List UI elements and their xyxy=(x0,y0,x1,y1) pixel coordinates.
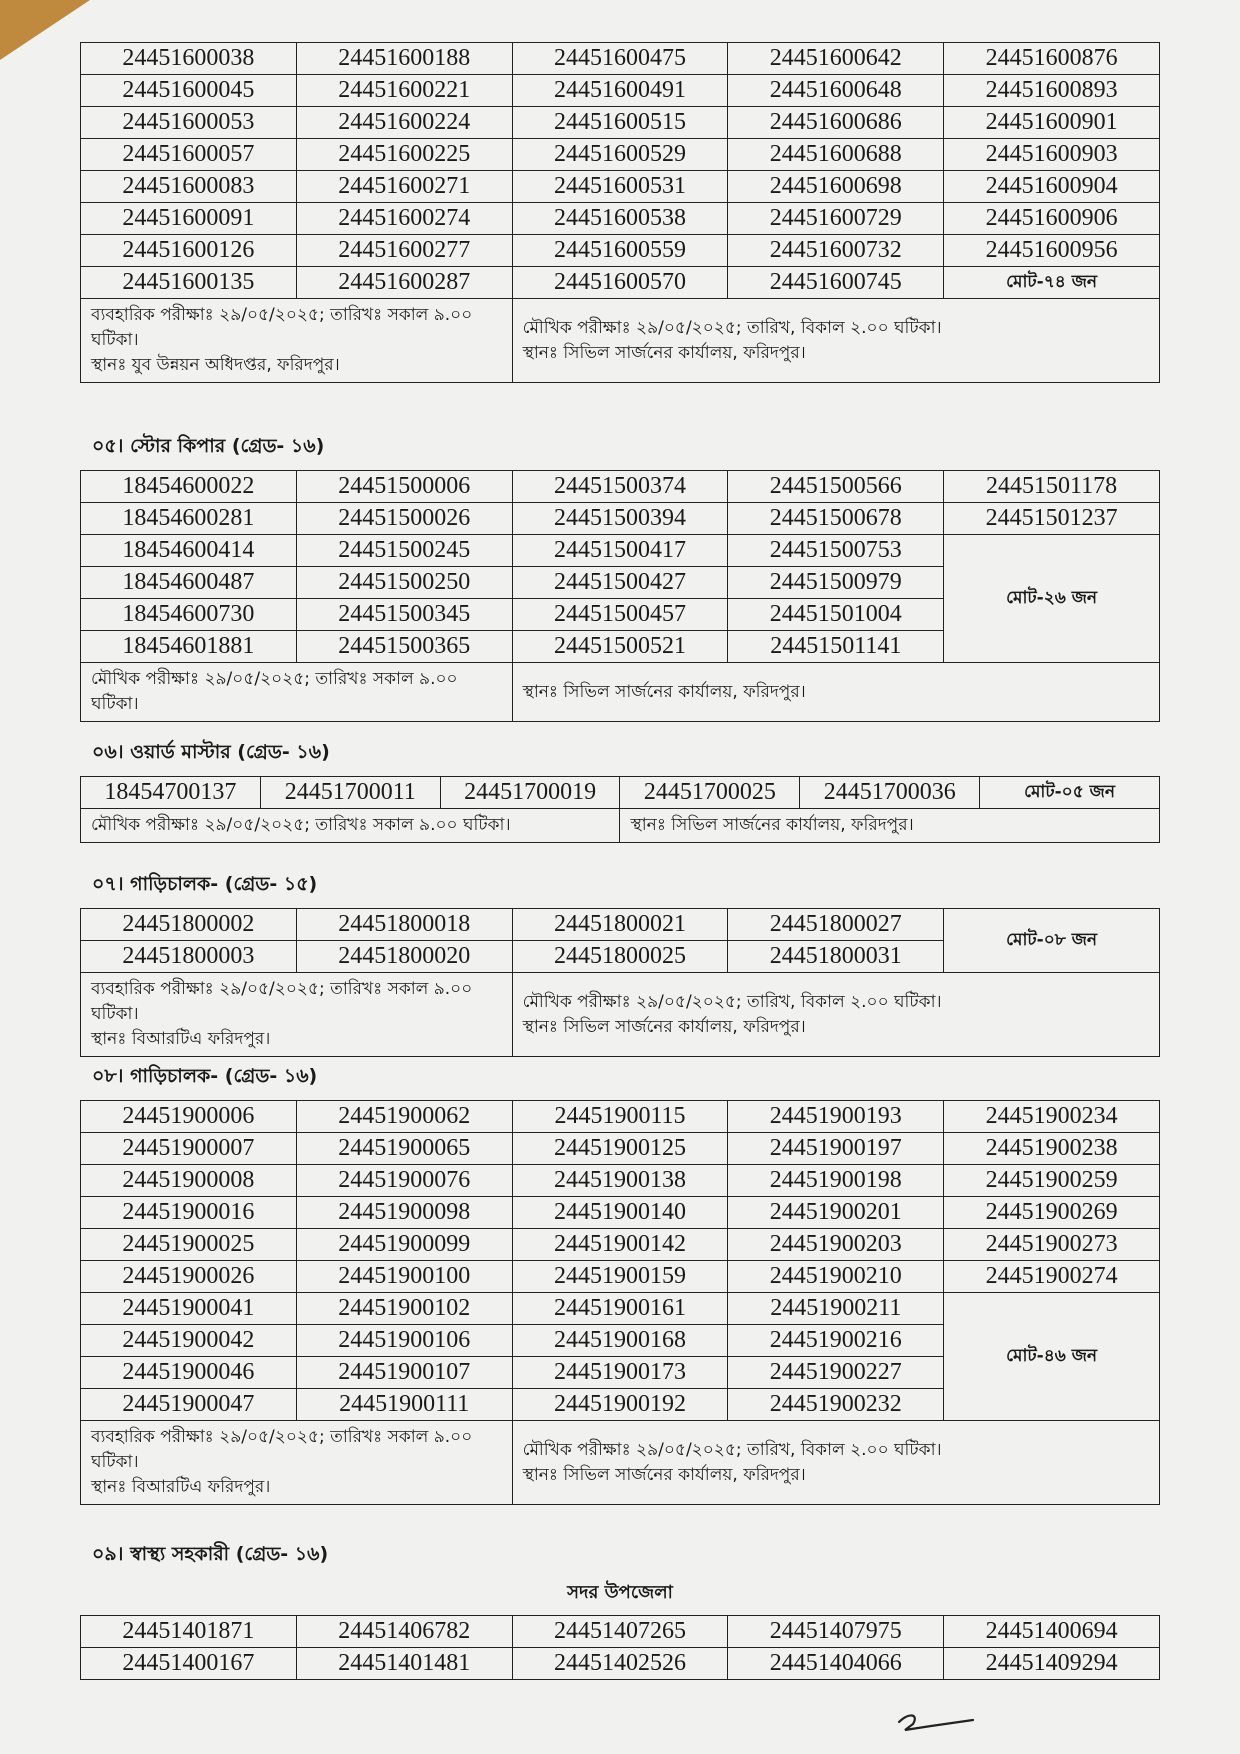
roll-number-cell: 18454600414 xyxy=(81,535,297,567)
roll-number-cell: 24451600475 xyxy=(512,43,728,75)
roll-number-cell: 24451900042 xyxy=(81,1325,297,1357)
roll-number-cell: 24451800020 xyxy=(296,941,512,973)
roll-number-cell: 24451900159 xyxy=(512,1261,728,1293)
roll-number-cell: 24451600277 xyxy=(296,235,512,267)
roll-number-cell: 24451700019 xyxy=(440,777,620,809)
roll-number-cell: 24451900234 xyxy=(944,1101,1160,1133)
exam-info-row xyxy=(81,1421,1160,1505)
roll-number-cell: 24451400694 xyxy=(944,1616,1160,1648)
roll-number-cell: 24451600876 xyxy=(944,43,1160,75)
table-row xyxy=(81,1133,1160,1165)
roll-number-cell: 24451407265 xyxy=(512,1616,728,1648)
roll-number-cell: 24451600225 xyxy=(296,139,512,171)
exam-info-right: মৌখিক পরীক্ষাঃ ২৯/০৫/২০২৫; তারিখ, বিকাল ২.০০ ঘটিকা। স্থানঃ সিভিল সার্জনের কার্যালয়, ফরিদপুর। xyxy=(512,1421,1159,1505)
roll-number-cell: 24451900203 xyxy=(728,1229,944,1261)
exam-info-row xyxy=(81,663,1160,722)
roll-table xyxy=(80,908,1160,1057)
roll-number-cell: 24451900115 xyxy=(512,1101,728,1133)
roll-number-cell: 24451600221 xyxy=(296,75,512,107)
roll-number-cell: 24451900274 xyxy=(944,1261,1160,1293)
section-title: ০৭। গাড়িচালক- (গ্রেড- ১৫) xyxy=(92,873,318,895)
roll-number-cell: 24451600956 xyxy=(944,235,1160,267)
roll-number-cell: 24451600686 xyxy=(728,107,944,139)
roll-number-cell: 24451900102 xyxy=(296,1293,512,1325)
roll-number-cell: 24451900210 xyxy=(728,1261,944,1293)
roll-table xyxy=(80,1615,1160,1680)
roll-table xyxy=(80,1100,1160,1505)
roll-number-cell: 24451900098 xyxy=(296,1197,512,1229)
roll-number-cell: 24451900107 xyxy=(296,1357,512,1389)
roll-number-cell: 24451600732 xyxy=(728,235,944,267)
roll-number-cell: 24451600188 xyxy=(296,43,512,75)
roll-number-cell: 24451900238 xyxy=(944,1133,1160,1165)
exam-info-right: স্থানঃ সিভিল সার্জনের কার্যালয়, ফরিদপুর। xyxy=(620,809,1160,843)
roll-number-cell: 24451501004 xyxy=(728,599,944,631)
roll-number-cell: 24451700036 xyxy=(800,777,980,809)
section-title: ০৬। ওয়ার্ড মাস্টার (গ্রেড- ১৬) xyxy=(92,741,330,763)
exam-info-right: মৌখিক পরীক্ষাঃ ২৯/০৫/২০২৫; তারিখ, বিকাল ২.০০ ঘটিকা। স্থানঃ সিভিল সার্জনের কার্যালয়, ফরিদপুর। xyxy=(512,973,1159,1057)
roll-number-cell: 24451800002 xyxy=(81,909,297,941)
roll-number-cell: 24451500427 xyxy=(512,567,728,599)
roll-number-cell: 24451600906 xyxy=(944,203,1160,235)
exam-info-row xyxy=(81,973,1160,1057)
page-number-mark xyxy=(895,1708,975,1732)
roll-number-cell: 24451406782 xyxy=(296,1616,512,1648)
roll-number-cell: 24451500394 xyxy=(512,503,728,535)
roll-number-cell: 24451900197 xyxy=(728,1133,944,1165)
section-09 xyxy=(80,1540,1160,1680)
roll-number-cell: 24451800021 xyxy=(512,909,728,941)
roll-number-cell: 24451900006 xyxy=(81,1101,297,1133)
roll-number-cell: 18454600730 xyxy=(81,599,297,631)
exam-info-right: মৌখিক পরীক্ষাঃ ২৯/০৫/২০২৫; তারিখ, বিকাল ২.০০ ঘটিকা। স্থানঃ সিভিল সার্জনের কার্যালয়, ফরিদপুর। xyxy=(512,299,1159,383)
roll-number-cell: 24451402526 xyxy=(512,1648,728,1680)
exam-info-row xyxy=(81,809,1160,843)
roll-number-cell: 24451900259 xyxy=(944,1165,1160,1197)
total-count: মোট-০৮ জন xyxy=(944,909,1160,973)
table-row xyxy=(81,139,1160,171)
roll-number-cell: 24451600642 xyxy=(728,43,944,75)
roll-number-cell: 24451500026 xyxy=(296,503,512,535)
roll-number-cell: 24451600559 xyxy=(512,235,728,267)
roll-number-cell: 24451600271 xyxy=(296,171,512,203)
roll-number-cell: 24451500250 xyxy=(296,567,512,599)
section-title: ০৯। স্বাস্থ্য সহকারী (গ্রেড- ১৬) xyxy=(92,1543,329,1565)
table-row xyxy=(81,1616,1160,1648)
total-count: মোট-৪৬ জন xyxy=(944,1293,1160,1421)
roll-number-cell: 24451500521 xyxy=(512,631,728,663)
roll-number-cell: 24451600045 xyxy=(81,75,297,107)
roll-number-cell: 18454700137 xyxy=(81,777,261,809)
roll-number-cell: 24451900193 xyxy=(728,1101,944,1133)
roll-number-cell: 24451600091 xyxy=(81,203,297,235)
roll-table xyxy=(80,776,1160,843)
section-06 xyxy=(80,738,1160,843)
roll-number-cell: 24451600529 xyxy=(512,139,728,171)
roll-number-cell: 24451600648 xyxy=(728,75,944,107)
section-04 xyxy=(80,42,1160,383)
roll-number-cell: 24451900047 xyxy=(81,1389,297,1421)
roll-number-cell: 24451900100 xyxy=(296,1261,512,1293)
roll-number-cell: 24451400167 xyxy=(81,1648,297,1680)
roll-number-cell: 24451404066 xyxy=(728,1648,944,1680)
roll-number-cell: 24451900065 xyxy=(296,1133,512,1165)
roll-number-cell: 24451600057 xyxy=(81,139,297,171)
roll-number-cell: 24451600491 xyxy=(512,75,728,107)
exam-info-left: ব্যবহারিক পরীক্ষাঃ ২৯/০৫/২০২৫; তারিখঃ সকাল ৯.০০ ঘটিকা। স্থানঃ যুব উন্নয়ন অধিদপ্তর, ফরিদপুর। xyxy=(81,299,513,383)
roll-number-cell: 24451600903 xyxy=(944,139,1160,171)
roll-number-cell: 24451600126 xyxy=(81,235,297,267)
section-07 xyxy=(80,870,1160,1057)
roll-number-cell: 24451900168 xyxy=(512,1325,728,1357)
table-row xyxy=(81,75,1160,107)
roll-number-cell: 24451900025 xyxy=(81,1229,297,1261)
section-title: ০৫। স্টোর কিপার (গ্রেড- ১৬) xyxy=(92,435,325,457)
roll-number-cell: 24451500006 xyxy=(296,471,512,503)
roll-number-cell: 24451600745 xyxy=(728,267,944,299)
roll-number-cell: 24451501237 xyxy=(944,503,1160,535)
exam-info-left: মৌখিক পরীক্ষাঃ ২৯/০৫/২০২৫; তারিখঃ সকাল ৯.০০ ঘটিকা। xyxy=(81,663,513,722)
roll-number-cell: 24451600515 xyxy=(512,107,728,139)
roll-number-cell: 24451900007 xyxy=(81,1133,297,1165)
roll-number-cell: 24451900273 xyxy=(944,1229,1160,1261)
roll-number-cell: 24451409294 xyxy=(944,1648,1160,1680)
roll-number-cell: 24451700011 xyxy=(260,777,440,809)
table-row xyxy=(81,1197,1160,1229)
roll-number-cell: 24451800018 xyxy=(296,909,512,941)
exam-info-left: মৌখিক পরীক্ষাঃ ২৯/০৫/২০২৫; তারিখঃ সকাল ৯.০০ ঘটিকা। xyxy=(81,809,620,843)
roll-number-cell: 24451500365 xyxy=(296,631,512,663)
roll-number-cell: 24451900232 xyxy=(728,1389,944,1421)
roll-number-cell: 24451900173 xyxy=(512,1357,728,1389)
roll-number-cell: 24451600893 xyxy=(944,75,1160,107)
roll-number-cell: 24451600135 xyxy=(81,267,297,299)
roll-number-cell: 24451600083 xyxy=(81,171,297,203)
roll-number-cell: 24451500245 xyxy=(296,535,512,567)
roll-number-cell: 24451900062 xyxy=(296,1101,512,1133)
roll-number-cell: 24451600901 xyxy=(944,107,1160,139)
roll-number-cell: 24451900140 xyxy=(512,1197,728,1229)
roll-number-cell: 24451600531 xyxy=(512,171,728,203)
roll-number-cell: 24451600698 xyxy=(728,171,944,203)
page-corner-fold xyxy=(0,0,90,60)
roll-number-cell: 18454600487 xyxy=(81,567,297,599)
table-row xyxy=(81,267,1160,299)
table-row xyxy=(81,43,1160,75)
roll-number-cell: 24451900142 xyxy=(512,1229,728,1261)
roll-number-cell: 24451800031 xyxy=(728,941,944,973)
table-row xyxy=(81,235,1160,267)
section-subtitle: সদর উপজেলা xyxy=(567,1582,673,1603)
roll-number-cell: 24451900106 xyxy=(296,1325,512,1357)
roll-number-cell: 24451500678 xyxy=(728,503,944,535)
roll-number-cell: 24451900111 xyxy=(296,1389,512,1421)
table-row xyxy=(81,171,1160,203)
exam-info-row xyxy=(81,299,1160,383)
roll-number-cell: 24451407975 xyxy=(728,1616,944,1648)
table-row xyxy=(81,503,1160,535)
roll-number-cell: 24451900192 xyxy=(512,1389,728,1421)
exam-info-left: ব্যবহারিক পরীক্ষাঃ ২৯/০৫/২০২৫; তারিখঃ সকাল ৯.০০ ঘটিকা। স্থানঃ বিআরটিএ ফরিদপুর। xyxy=(81,973,513,1057)
roll-table xyxy=(80,42,1160,383)
table-row xyxy=(81,777,1160,809)
roll-number-cell: 24451600904 xyxy=(944,171,1160,203)
table-row xyxy=(81,1293,1160,1325)
section-08 xyxy=(80,1062,1160,1505)
roll-number-cell: 24451600287 xyxy=(296,267,512,299)
roll-number-cell: 18454601881 xyxy=(81,631,297,663)
section-05 xyxy=(80,432,1160,722)
roll-number-cell: 24451800003 xyxy=(81,941,297,973)
roll-number-cell: 24451600538 xyxy=(512,203,728,235)
table-row xyxy=(81,471,1160,503)
table-row xyxy=(81,203,1160,235)
roll-number-cell: 24451800025 xyxy=(512,941,728,973)
roll-number-cell: 24451900046 xyxy=(81,1357,297,1389)
roll-number-cell: 24451900211 xyxy=(728,1293,944,1325)
roll-number-cell: 24451800027 xyxy=(728,909,944,941)
roll-number-cell: 24451900008 xyxy=(81,1165,297,1197)
table-row xyxy=(81,909,1160,941)
roll-number-cell: 24451900076 xyxy=(296,1165,512,1197)
roll-number-cell: 24451501178 xyxy=(944,471,1160,503)
roll-number-cell: 24451600688 xyxy=(728,139,944,171)
roll-number-cell: 24451500979 xyxy=(728,567,944,599)
roll-number-cell: 24451900099 xyxy=(296,1229,512,1261)
roll-number-cell: 24451900016 xyxy=(81,1197,297,1229)
roll-number-cell: 24451600274 xyxy=(296,203,512,235)
roll-number-cell: 24451600053 xyxy=(81,107,297,139)
roll-number-cell: 24451500753 xyxy=(728,535,944,567)
roll-number-cell: 24451900161 xyxy=(512,1293,728,1325)
roll-number-cell: 24451401481 xyxy=(296,1648,512,1680)
roll-number-cell: 24451401871 xyxy=(81,1616,297,1648)
roll-number-cell: 24451600570 xyxy=(512,267,728,299)
roll-number-cell: 24451500457 xyxy=(512,599,728,631)
table-row xyxy=(81,1648,1160,1680)
roll-number-cell: 24451600224 xyxy=(296,107,512,139)
roll-number-cell: 18454600281 xyxy=(81,503,297,535)
roll-number-cell: 24451500417 xyxy=(512,535,728,567)
roll-number-cell: 24451900227 xyxy=(728,1357,944,1389)
table-row xyxy=(81,1261,1160,1293)
roll-number-cell: 24451501141 xyxy=(728,631,944,663)
roll-table xyxy=(80,470,1160,722)
exam-info-left: ব্যবহারিক পরীক্ষাঃ ২৯/০৫/২০২৫; তারিখঃ সকাল ৯.০০ ঘটিকা। স্থানঃ বিআরটিএ ফরিদপুর। xyxy=(81,1421,513,1505)
roll-number-cell: 24451900198 xyxy=(728,1165,944,1197)
roll-number-cell: 24451600729 xyxy=(728,203,944,235)
total-count: মোট-৭৪ জন xyxy=(944,267,1160,299)
roll-number-cell: 24451900216 xyxy=(728,1325,944,1357)
roll-number-cell: 24451500345 xyxy=(296,599,512,631)
total-count: মোট-২৬ জন xyxy=(944,535,1160,663)
roll-number-cell: 24451900026 xyxy=(81,1261,297,1293)
exam-info-right: স্থানঃ সিভিল সার্জনের কার্যালয়, ফরিদপুর। xyxy=(512,663,1159,722)
table-row xyxy=(81,535,1160,567)
roll-number-cell: 24451600038 xyxy=(81,43,297,75)
roll-number-cell: 24451900041 xyxy=(81,1293,297,1325)
total-count: মোট-০৫ জন xyxy=(980,777,1160,809)
roll-number-cell: 24451900201 xyxy=(728,1197,944,1229)
roll-number-cell: 24451700025 xyxy=(620,777,800,809)
table-row xyxy=(81,1101,1160,1133)
roll-number-cell: 24451900138 xyxy=(512,1165,728,1197)
roll-number-cell: 24451900269 xyxy=(944,1197,1160,1229)
section-title: ০৮। গাড়িচালক- (গ্রেড- ১৬) xyxy=(92,1065,318,1087)
table-row xyxy=(81,1229,1160,1261)
roll-number-cell: 24451500566 xyxy=(728,471,944,503)
roll-number-cell: 24451900125 xyxy=(512,1133,728,1165)
table-row xyxy=(81,1165,1160,1197)
table-row xyxy=(81,107,1160,139)
roll-number-cell: 18454600022 xyxy=(81,471,297,503)
roll-number-cell: 24451500374 xyxy=(512,471,728,503)
